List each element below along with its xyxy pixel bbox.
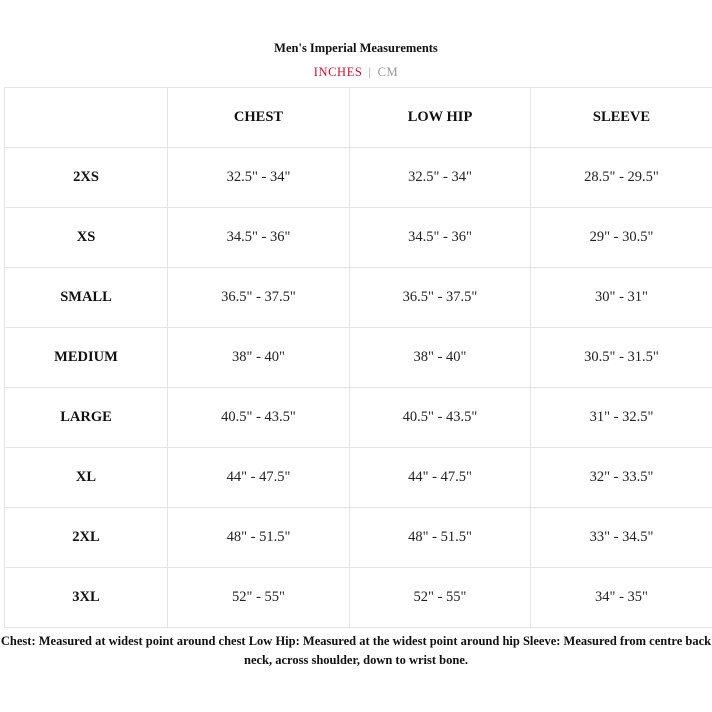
header-chest: CHEST xyxy=(168,88,350,148)
size-label-cell: 2XS xyxy=(5,148,168,208)
chest-cell: 38" - 40" xyxy=(168,328,350,388)
size-label-cell: LARGE xyxy=(5,388,168,448)
sleeve-cell: 31" - 32.5" xyxy=(531,388,712,448)
chest-cell: 52" - 55" xyxy=(168,568,350,628)
unit-inches-toggle[interactable]: INCHES xyxy=(313,65,363,79)
page-title: Men's Imperial Measurements xyxy=(274,41,438,55)
table-row xyxy=(5,448,712,508)
size-label-cell: 2XL xyxy=(5,508,168,568)
table-row xyxy=(5,388,712,448)
header-low-hip: LOW HIP xyxy=(350,88,531,148)
header-size xyxy=(5,88,168,148)
chest-cell: 34.5" - 36" xyxy=(168,208,350,268)
table-row xyxy=(5,508,712,568)
unit-cm-toggle[interactable]: CM xyxy=(377,65,399,79)
sleeve-cell: 29" - 30.5" xyxy=(531,208,712,268)
size-label-cell: MEDIUM xyxy=(5,328,168,388)
header-sleeve: SLEEVE xyxy=(531,88,712,148)
low-hip-cell: 48" - 51.5" xyxy=(350,508,531,568)
size-label-cell: XL xyxy=(5,448,168,508)
low-hip-cell: 40.5" - 43.5" xyxy=(350,388,531,448)
chest-cell: 36.5" - 37.5" xyxy=(168,268,350,328)
sleeve-cell: 28.5" - 29.5" xyxy=(531,148,712,208)
unit-separator: | xyxy=(368,65,372,79)
size-label-cell: XS xyxy=(5,208,168,268)
table-header-row xyxy=(5,88,712,148)
sleeve-cell: 30" - 31" xyxy=(531,268,712,328)
low-hip-cell: 32.5" - 34" xyxy=(350,148,531,208)
table-row xyxy=(5,568,712,628)
low-hip-cell: 36.5" - 37.5" xyxy=(350,268,531,328)
low-hip-cell: 38" - 40" xyxy=(350,328,531,388)
sleeve-cell: 32" - 33.5" xyxy=(531,448,712,508)
size-chart-table xyxy=(4,87,712,628)
low-hip-cell: 34.5" - 36" xyxy=(350,208,531,268)
chest-cell: 40.5" - 43.5" xyxy=(168,388,350,448)
size-label-cell: SMALL xyxy=(5,268,168,328)
low-hip-cell: 44" - 47.5" xyxy=(350,448,531,508)
table-body xyxy=(5,148,712,628)
chest-cell: 48" - 51.5" xyxy=(168,508,350,568)
table-row xyxy=(5,208,712,268)
chest-cell: 44" - 47.5" xyxy=(168,448,350,508)
table-row xyxy=(5,328,712,388)
sleeve-cell: 30.5" - 31.5" xyxy=(531,328,712,388)
size-label-cell: 3XL xyxy=(5,568,168,628)
measurement-footnote: Chest: Measured at widest point around chest Low Hip: Measured at the widest point around hip Sleeve: Measured from centre back neck, across shoulder, down to wrist bone. xyxy=(0,634,712,667)
unit-toggle xyxy=(0,64,712,80)
table-row xyxy=(5,268,712,328)
table-row xyxy=(5,148,712,208)
sleeve-cell: 34" - 35" xyxy=(531,568,712,628)
low-hip-cell: 52" - 55" xyxy=(350,568,531,628)
sleeve-cell: 33" - 34.5" xyxy=(531,508,712,568)
chest-cell: 32.5" - 34" xyxy=(168,148,350,208)
